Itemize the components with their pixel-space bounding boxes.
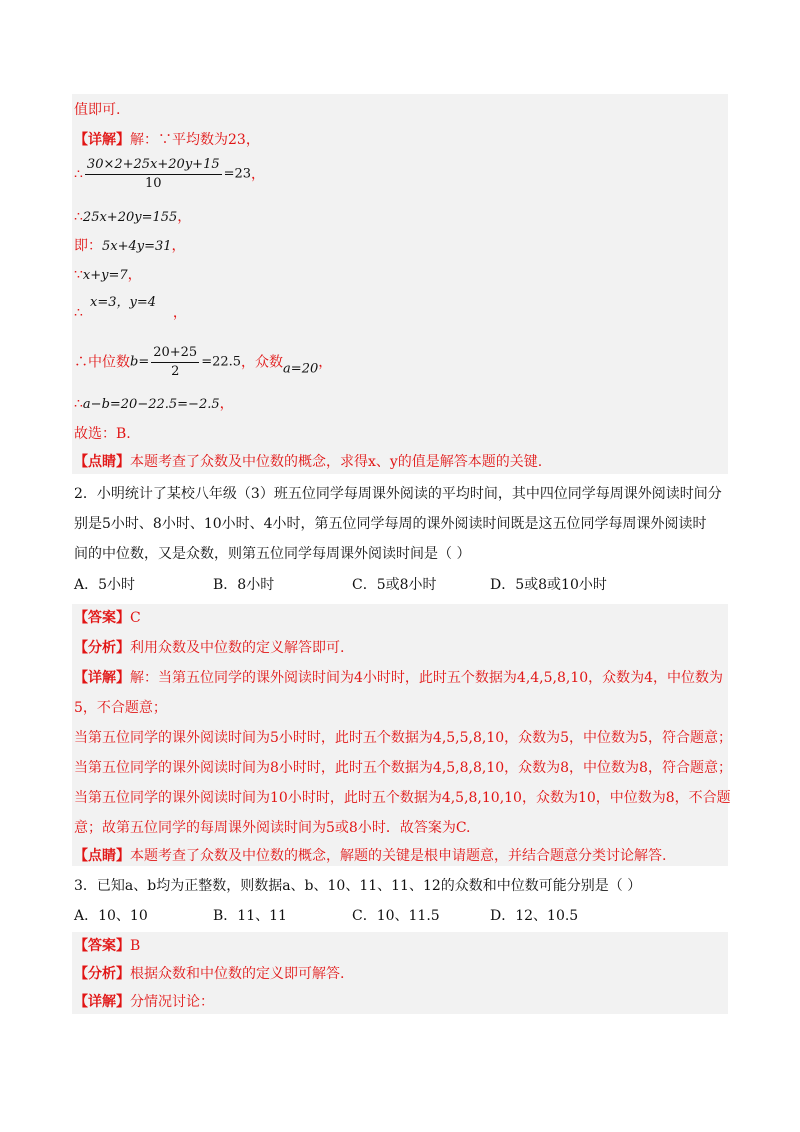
detail-tag: 【详解】 xyxy=(74,994,130,1010)
detail-text: 解：∵平均数为23， xyxy=(130,132,260,148)
answer-line xyxy=(74,608,141,628)
comment-tag: 【点睛】 xyxy=(74,454,130,470)
answer-tag: 【答案】 xyxy=(74,938,130,954)
analysis-text: 利用众数及中位数的定义解答即可. xyxy=(130,640,345,656)
answer-tag: 【答案】 xyxy=(74,610,130,626)
detail-line: 当第五位同学的课外阅读时间为10小时时，此时五个数据为4,5,8,10,10，众数为10，中位数为8，不合题 xyxy=(74,790,731,806)
question-2-stem: 间的中位数，又是众数，则第五位同学每周课外阅读时间是（ ） xyxy=(74,546,471,562)
solution-detail xyxy=(74,130,260,150)
detail-text: 解：当第五位同学的课外阅读时间为4小时时，此时五个数据为4,4,5,8,10，众数为4，中位数为 xyxy=(130,670,724,686)
detail-line xyxy=(74,992,214,1012)
analysis-tag: 【分析】 xyxy=(74,966,130,982)
solution-line: 故选：B. xyxy=(74,426,131,442)
comment-line xyxy=(74,452,542,472)
question-2-stem: 别是5小时、8小时、10小时、4小时，第五位同学每周的课外阅读时间既是这五位同学每周课外阅读时 xyxy=(74,516,707,532)
option-b: B．11、11 xyxy=(213,908,287,924)
detail-tag: 【详解】 xyxy=(74,132,130,148)
analysis-tag: 【分析】 xyxy=(74,640,130,656)
detail-line: 当第五位同学的课外阅读时间为8小时时，此时五个数据为4,5,8,8,10，众数为8，中位数为8，符合题意； xyxy=(74,760,732,776)
option-d: D．5或8或10小时 xyxy=(490,577,607,593)
detail-tag: 【详解】 xyxy=(74,670,130,686)
equation-line: ∴ ， xyxy=(74,305,187,321)
option-a: A．5小时 xyxy=(74,577,136,593)
equation-line: ∴a−b=20−22.5=−2.5， xyxy=(74,396,234,412)
equation-line: 即：5x+4y=31， xyxy=(74,238,186,254)
answer-line xyxy=(74,936,140,956)
solution-line: 值即可. xyxy=(74,102,121,118)
fraction: $\frac{20+25}{2}$ xyxy=(153,345,198,379)
comment-text: 本题考查了众数及中位数的概念，求得x、y的值是解答本题的关键. xyxy=(130,454,543,470)
option-d: D．12、10.5 xyxy=(490,908,579,924)
option-b: B．8小时 xyxy=(213,577,275,593)
analysis-text: 根据众数和中位数的定义即可解答. xyxy=(130,966,345,982)
equation-line: ∵x+y=7， xyxy=(74,267,142,283)
equation-line: ∴中位数b= $\frac{20+25}{2}$ =22.5，众数a=20， xyxy=(74,345,333,379)
fraction: $\frac{30\times 2+25x+20y+15}{10}$ xyxy=(86,157,220,191)
answer-value: B xyxy=(130,938,141,954)
option-a: A．10、10 xyxy=(74,908,148,924)
detail-text: 分情况讨论： xyxy=(130,994,214,1010)
analysis-line xyxy=(74,638,344,658)
comment-tag: 【点睛】 xyxy=(74,848,130,864)
option-c: C．5或8小时 xyxy=(352,577,437,593)
detail-line xyxy=(74,668,723,688)
solution-block-1 xyxy=(72,94,728,474)
comment-line xyxy=(74,846,666,866)
question-3-stem: 3．已知a、b均为正整数，则数据a、b、10、11、11、12的众数和中位数可能分别是（ ） xyxy=(74,878,642,894)
equation-line: ∴ $\frac{30\times 2+25x+20y+15}{10}$ =23， xyxy=(74,157,266,191)
analysis-line xyxy=(74,964,344,984)
option-c: C．10、11.5 xyxy=(352,908,440,924)
equation-line: x=3，y=4 xyxy=(90,295,157,310)
comment-text: 本题考查了众数及中位数的概念，解题的关键是根申请题意，并结合题意分类讨论解答. xyxy=(130,848,667,864)
answer-value: C xyxy=(130,610,141,626)
detail-line: 意；故第五位同学的每周课外阅读时间为5或8小时．故答案为C. xyxy=(74,820,471,836)
equation-line: ∴25x+20y=155， xyxy=(74,209,192,225)
question-2-stem: 2．小明统计了某校八年级（3）班五位同学每周课外阅读的平均时间，其中四位同学每周课外阅读时间分 xyxy=(74,486,722,502)
detail-line: 当第五位同学的课外阅读时间为5小时时，此时五个数据为4,5,5,8,10，众数为5，中位数为5，符合题意； xyxy=(74,730,732,746)
detail-line: 5，不合题意； xyxy=(74,700,167,716)
